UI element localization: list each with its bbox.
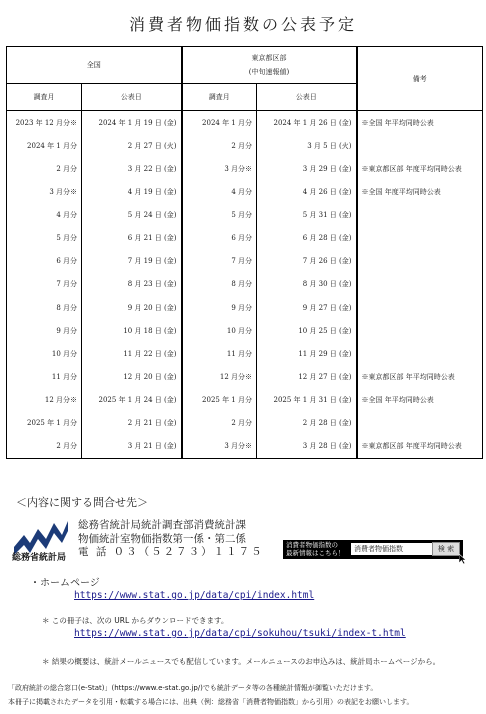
survey-month-tokyo-cell: 2024 年 1 月分 bbox=[182, 111, 257, 135]
release-date-national-cell: 11 月 22 日 (金) bbox=[82, 342, 182, 365]
release-date-national-cell: 7 月 19 日 (金) bbox=[82, 250, 182, 273]
remarks-cell bbox=[357, 342, 483, 365]
release-date-tokyo-cell: 10 月 25 日 (金) bbox=[257, 319, 357, 342]
download-link[interactable]: https://www.stat.go.jp/data/cpi/sokuhou/tsuki/index-t.html bbox=[74, 628, 406, 639]
table-row bbox=[7, 435, 483, 459]
release-date-national-cell: 3 月 22 日 (金) bbox=[82, 157, 182, 180]
estat-note: 「政府統計の総合窓口(e-Stat)」(https://www.e-stat.go.jp/)でも統計データ等の各種統計情報が御覧いただけます。 bbox=[8, 684, 378, 692]
remarks-cell bbox=[357, 296, 483, 319]
survey-month-national-cell: 11 月分 bbox=[7, 365, 82, 388]
remarks-cell bbox=[357, 273, 483, 296]
col-release-date-national: 公表日 bbox=[82, 84, 182, 111]
survey-month-national-cell: 2025 年 1 月分 bbox=[7, 412, 82, 435]
survey-month-national-cell: 10 月分 bbox=[7, 342, 82, 365]
group-tokyo-sub: (中旬速報値) bbox=[248, 68, 290, 76]
table-row bbox=[7, 157, 483, 180]
survey-month-national-cell: 5 月分 bbox=[7, 227, 82, 250]
remarks-cell: ※全国 年度平均同時公表 bbox=[357, 180, 483, 203]
remarks-cell bbox=[357, 412, 483, 435]
mail-news-note: ＊ 結果の概要は、統計メールニュースでも配信しています。メールニュースのお申込みは、統計局ホームページから。 bbox=[42, 657, 441, 666]
search-input[interactable]: 消費者物価指数 bbox=[351, 543, 443, 555]
release-date-tokyo-cell: 2 月 28 日 (金) bbox=[257, 412, 357, 435]
homepage-link[interactable]: https://www.stat.go.jp/data/cpi/index.html bbox=[74, 590, 315, 601]
release-date-national-cell: 2025 年 1 月 24 日 (金) bbox=[82, 389, 182, 412]
survey-month-tokyo-cell: 9 月分 bbox=[182, 296, 257, 319]
release-date-tokyo-cell: 8 月 30 日 (金) bbox=[257, 273, 357, 296]
release-date-tokyo-cell: 4 月 26 日 (金) bbox=[257, 180, 357, 203]
release-date-tokyo-cell: 6 月 28 日 (金) bbox=[257, 227, 357, 250]
table-row bbox=[7, 227, 483, 250]
table-row bbox=[7, 250, 483, 273]
remarks-cell bbox=[357, 227, 483, 250]
col-survey-month-national: 調査月 bbox=[7, 84, 82, 111]
release-date-national-cell: 12 月 20 日 (金) bbox=[82, 365, 182, 388]
search-button[interactable]: 検 索 bbox=[432, 542, 460, 556]
mouse-pointer-icon bbox=[459, 554, 467, 564]
survey-month-tokyo-cell: 2 月分 bbox=[182, 134, 257, 157]
survey-month-tokyo-cell: 8 月分 bbox=[182, 273, 257, 296]
release-date-national-cell: 9 月 20 日 (金) bbox=[82, 296, 182, 319]
table-row bbox=[7, 365, 483, 388]
search-caption-1: 消費者物価指数の bbox=[286, 541, 338, 549]
release-date-tokyo-cell: 12 月 27 日 (金) bbox=[257, 365, 357, 388]
survey-month-national-cell: 2023 年 12 月分※ bbox=[7, 111, 82, 135]
download-note: ＊ この冊子は、次の URL からダウンロードできます。 bbox=[42, 616, 229, 625]
survey-month-national-cell: 2 月分 bbox=[7, 435, 82, 459]
table-row bbox=[7, 273, 483, 296]
release-date-national-cell: 4 月 19 日 (金) bbox=[82, 180, 182, 203]
remarks-cell: ※全国 年平均同時公表 bbox=[357, 111, 483, 135]
table-row bbox=[7, 134, 483, 157]
release-schedule-table bbox=[6, 46, 483, 459]
remarks-cell bbox=[357, 134, 483, 157]
release-date-national-cell: 10 月 18 日 (金) bbox=[82, 319, 182, 342]
survey-month-national-cell: 2024 年 1 月分 bbox=[7, 134, 82, 157]
table-row bbox=[7, 296, 483, 319]
survey-month-national-cell: 12 月分※ bbox=[7, 389, 82, 412]
survey-month-tokyo-cell: 4 月分 bbox=[182, 180, 257, 203]
col-release-date-tokyo: 公表日 bbox=[257, 84, 357, 111]
survey-month-tokyo-cell: 5 月分 bbox=[182, 204, 257, 227]
release-date-tokyo-cell: 3 月 29 日 (金) bbox=[257, 157, 357, 180]
release-date-national-cell: 3 月 21 日 (金) bbox=[82, 435, 182, 459]
release-date-tokyo-cell: 3 月 5 日 (火) bbox=[257, 134, 357, 157]
org-line-2: 物価統計室物価指数第一係・第二係 bbox=[78, 532, 246, 545]
col-remarks: 備考 bbox=[357, 47, 483, 111]
table-row bbox=[7, 389, 483, 412]
survey-month-tokyo-cell: 3 月分※ bbox=[182, 435, 257, 459]
table-row bbox=[7, 342, 483, 365]
survey-month-tokyo-cell: 7 月分 bbox=[182, 250, 257, 273]
survey-month-national-cell: 3 月分※ bbox=[7, 180, 82, 203]
remarks-cell bbox=[357, 319, 483, 342]
remarks-cell bbox=[357, 204, 483, 227]
group-national: 全国 bbox=[7, 47, 182, 84]
release-date-national-cell: 5 月 24 日 (金) bbox=[82, 204, 182, 227]
homepage-label: ・ホームページ bbox=[30, 578, 100, 589]
release-date-tokyo-cell: 11 月 29 日 (金) bbox=[257, 342, 357, 365]
survey-month-national-cell: 7 月分 bbox=[7, 273, 82, 296]
table-row bbox=[7, 111, 483, 135]
table-row bbox=[7, 204, 483, 227]
release-date-national-cell: 2024 年 1 月 19 日 (金) bbox=[82, 111, 182, 135]
survey-month-national-cell: 8 月分 bbox=[7, 296, 82, 319]
release-date-national-cell: 2 月 27 日 (火) bbox=[82, 134, 182, 157]
release-date-tokyo-cell: 2025 年 1 月 31 日 (金) bbox=[257, 389, 357, 412]
survey-month-tokyo-cell: 3 月分※ bbox=[182, 157, 257, 180]
group-tokyo-label: 東京都区部 bbox=[251, 54, 287, 62]
release-date-tokyo-cell: 5 月 31 日 (金) bbox=[257, 204, 357, 227]
search-caption bbox=[286, 542, 345, 557]
survey-month-national-cell: 9 月分 bbox=[7, 319, 82, 342]
page-title: 消費者物価指数の公表予定 bbox=[128, 15, 357, 34]
survey-month-tokyo-cell: 2 月分 bbox=[182, 412, 257, 435]
contact-heading: ＜内容に関する問合せ先＞ bbox=[16, 496, 148, 509]
release-date-tokyo-cell: 9 月 27 日 (金) bbox=[257, 296, 357, 319]
survey-month-national-cell: 6 月分 bbox=[7, 250, 82, 273]
group-tokyo bbox=[182, 47, 357, 84]
remarks-cell: ※全国 年平均同時公表 bbox=[357, 389, 483, 412]
contact-org bbox=[78, 519, 264, 560]
citation-note: 本冊子に掲載されたデータを引用・転載する場合には、出典（例：総務省「消費者物価指数」から引用）の表記をお願いします。 bbox=[8, 698, 414, 706]
survey-month-national-cell: 4 月分 bbox=[7, 204, 82, 227]
remarks-cell: ※東京都区部 年度平均同時公表 bbox=[357, 435, 483, 459]
org-line-1: 総務省統計局統計調査部消費統計課 bbox=[78, 519, 246, 531]
survey-month-tokyo-cell: 6 月分 bbox=[182, 227, 257, 250]
remarks-cell: ※東京都区部 年平均同時公表 bbox=[357, 365, 483, 388]
table-row bbox=[7, 319, 483, 342]
survey-month-tokyo-cell: 10 月分 bbox=[182, 319, 257, 342]
release-date-national-cell: 2 月 21 日 (金) bbox=[82, 412, 182, 435]
release-date-tokyo-cell: 3 月 28 日 (金) bbox=[257, 435, 357, 459]
survey-month-tokyo-cell: 2025 年 1 月分 bbox=[182, 389, 257, 412]
remarks-cell bbox=[357, 250, 483, 273]
table-row bbox=[7, 180, 483, 203]
remarks-cell: ※東京都区部 年度平均同時公表 bbox=[357, 157, 483, 180]
search-caption-2: 最新情報はこちら！ bbox=[286, 548, 345, 557]
release-date-tokyo-cell: 2024 年 1 月 26 日 (金) bbox=[257, 111, 357, 135]
survey-month-tokyo-cell: 11 月分 bbox=[182, 342, 257, 365]
survey-month-tokyo-cell: 12 月分※ bbox=[182, 365, 257, 388]
tel-number: 電 話 ０３（５２７３）１１７５ bbox=[78, 546, 264, 558]
col-survey-month-tokyo: 調査月 bbox=[182, 84, 257, 111]
release-date-national-cell: 6 月 21 日 (金) bbox=[82, 227, 182, 250]
logo-label: 総務省統計局 bbox=[12, 553, 67, 563]
table-row bbox=[7, 412, 483, 435]
survey-month-national-cell: 2 月分 bbox=[7, 157, 82, 180]
release-date-national-cell: 8 月 23 日 (金) bbox=[82, 273, 182, 296]
release-date-tokyo-cell: 7 月 26 日 (金) bbox=[257, 250, 357, 273]
